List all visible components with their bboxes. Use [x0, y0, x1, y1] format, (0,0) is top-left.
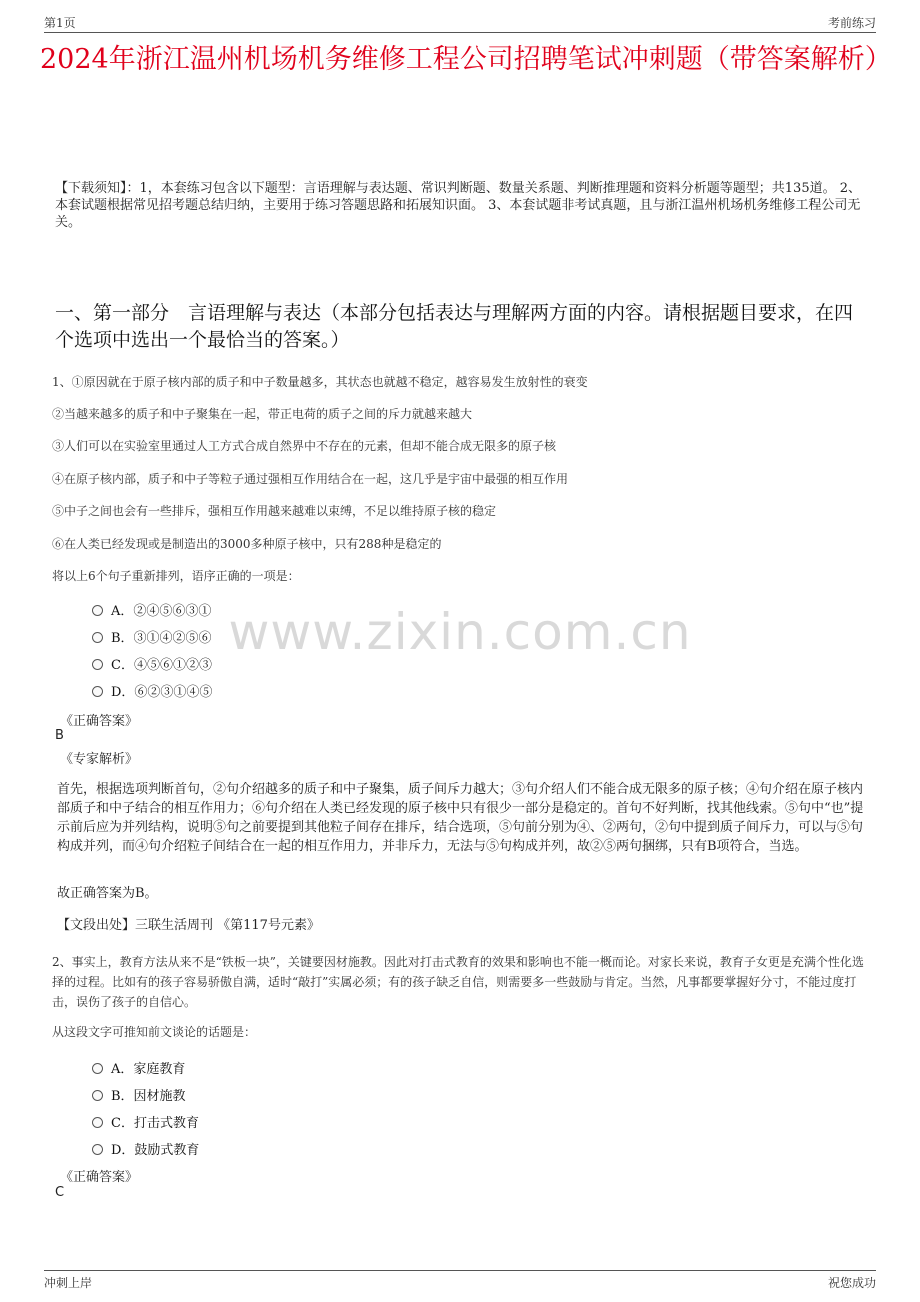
watermark: www.zixin.com.cn: [228, 603, 692, 661]
q2-answer-label: 《正确答案》: [60, 1170, 139, 1185]
q1-source: 【文段出处】三联生活周刊 《第117号元素》: [57, 918, 320, 933]
q2-answer: C: [55, 1185, 65, 1200]
section-title: 一、第一部分 言语理解与表达（本部分包括表达与理解两方面的内容。请根据题目要求，在四个选项中选出一个最恰当的答案。）: [55, 302, 854, 351]
q1-sentence-2: ②当越来越多的质子和中子聚集在一起，带正电荷的质子之间的斥力就越来越大: [52, 407, 473, 421]
q1-sentence-3: ③人们可以在实验室里通过人工方式合成自然界中不存在的元素，但却不能合成无限多的原子核: [52, 439, 557, 453]
q1-answer: B: [55, 728, 64, 743]
radio-icon[interactable]: [92, 1117, 103, 1128]
radio-icon[interactable]: [92, 1144, 103, 1155]
page-header: [44, 12, 876, 33]
q1-option-b[interactable]: B．③①④②⑤⑥: [92, 627, 212, 646]
q1-conclusion: 故正确答案为B。: [57, 886, 158, 901]
q2-option-b[interactable]: B．因材施教: [92, 1085, 186, 1104]
radio-icon[interactable]: [92, 1063, 103, 1074]
q1-option-a[interactable]: A．②④⑤⑥③①: [92, 600, 211, 619]
q1-stem: 将以上6个句子重新排列，语序正确的一项是：: [52, 569, 300, 583]
radio-icon[interactable]: [92, 1090, 103, 1101]
q1-sentence-5: ⑤中子之间也会有一些排斥，强相互作用越来越难以束缚，不足以维持原子核的稳定: [52, 504, 497, 518]
q1-option-d[interactable]: D．⑥②③①④⑤: [92, 681, 212, 700]
footer-left: 冲刺上岸: [44, 1276, 93, 1290]
q1-analysis: 首先，根据选项判断首句，②句介绍越多的质子和中子聚集，质子间斥力越大；③句介绍人们不能合成无限多的原子核；④句介绍在原子核内部质子和中子结合的相互作用力；⑥句介绍在人类已经发现的原子核中只有很少一部分是稳定的。首句不好判断，找其他线索。⑤句中“也”提示前后应为并列结构，说明⑤句之前要提到其他粒子间存在排斥，结合选项，⑤句前分别为④、②两句，②句中提到质子间斥力，可以与⑤句构成并列，而④句介绍粒子间结合在一起的相互作用力，并非斥力，无法与⑤句构成并列，故②⑤两句捆绑，只有B项符合，当选。: [57, 782, 864, 854]
q1-sentence-6: ⑥在人类已经发现或是制造出的3000多种原子核中，只有288种是稳定的: [52, 537, 442, 551]
document-title: 2024年浙江温州机场机务维修工程公司招聘笔试冲刺题（带答案解析）: [40, 44, 892, 75]
q2-option-a[interactable]: A．家庭教育: [92, 1058, 185, 1077]
q1-analysis-label: 《专家解析》: [60, 752, 139, 767]
header-label: 考前练习: [827, 16, 876, 30]
q2-option-c[interactable]: C．打击式教育: [92, 1112, 199, 1131]
page-footer: [44, 1270, 876, 1291]
footer-right: 祝您成功: [827, 1276, 876, 1290]
q1-answer-label: 《正确答案》: [60, 714, 139, 729]
q1-sentence-1: 1、①原因就在于原子核内部的质子和中子数量越多，其状态也就越不稳定，越容易发生放射性的衰变: [52, 375, 588, 389]
q2-stem: 从这段文字可推知前文谈论的话题是：: [52, 1025, 257, 1039]
page-number: 第1页: [44, 16, 76, 30]
radio-icon[interactable]: [92, 686, 103, 697]
q2-text: 2、事实上，教育方法从来不是“铁板一块”，关键要因材施教。因此对打击式教育的效果和影响也不能一概而论。对家长来说，教育子女更是充满个性化选择的过程。比如有的孩子容易骄傲自满，适时“敲打”实属必须；有的孩子缺乏自信，则需要多一些鼓励与肯定。当然，凡事都要掌握好分寸，不能过度打击，误伤了孩子的自信心。: [52, 955, 864, 1009]
q1-option-c[interactable]: C．④⑤⑥①②③: [92, 654, 212, 673]
q1-sentence-4: ④在原子核内部，质子和中子等粒子通过强相互作用结合在一起，这几乎是宇宙中最强的相互作用: [52, 472, 569, 486]
q2-option-d[interactable]: D．鼓励式教育: [92, 1139, 199, 1158]
download-notice: 【下载须知】：1，本套练习包含以下题型：言语理解与表达题、常识判断题、数量关系题、判断推理题和资料分析题等题型；共135道。 2、本套试题根据常见招考题总结归纳，主要用于练习答题思路和拓展知识面。 3、本套试题非考试真题，且与浙江温州机场机务维修工程公司无关。: [55, 181, 861, 230]
